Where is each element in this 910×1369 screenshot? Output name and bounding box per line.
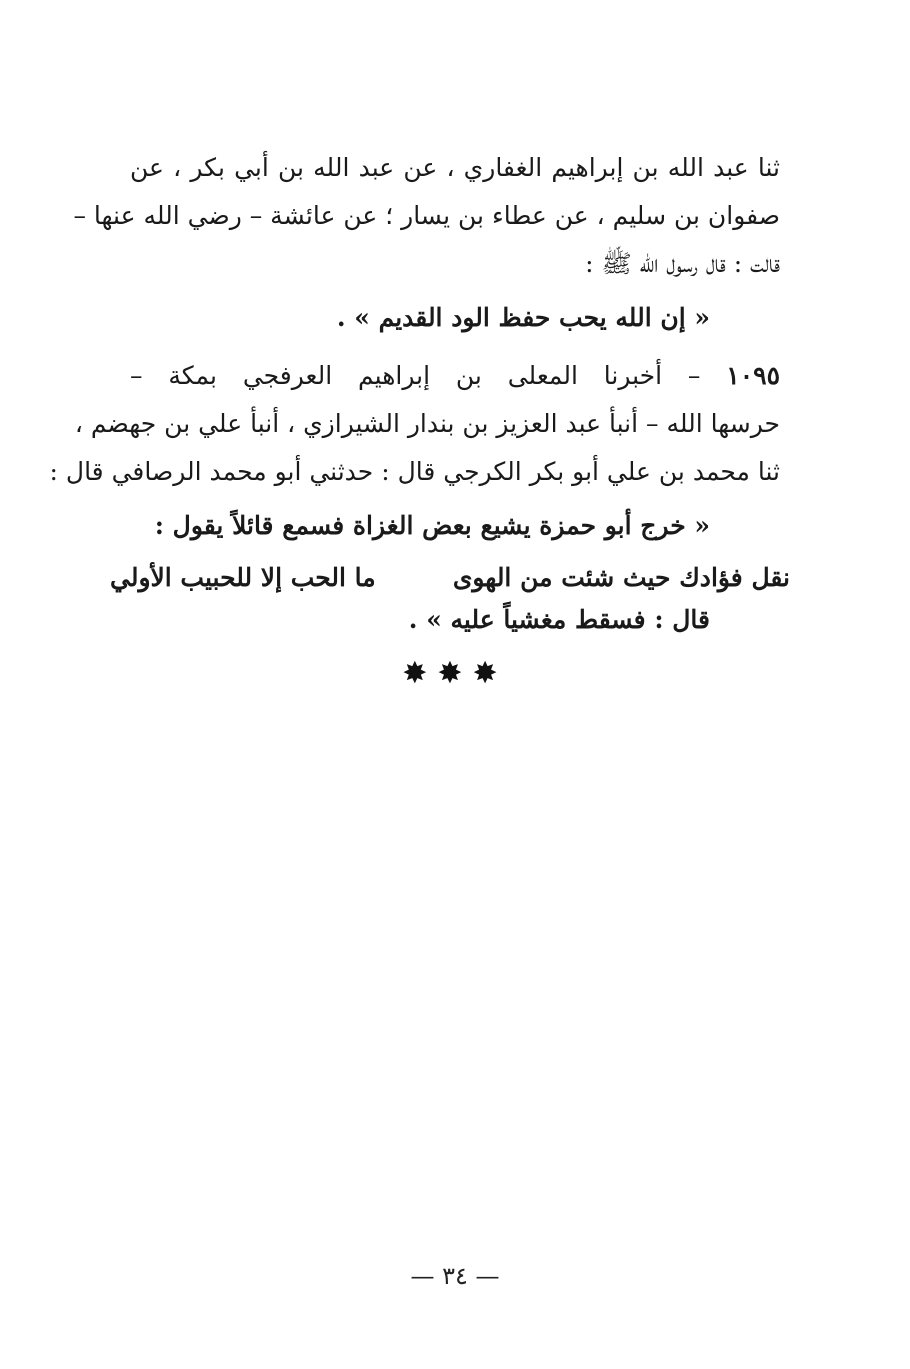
paragraph2-line1-text: – أخبرنا المعلى بن إبراهيم العرفجي بمكة –	[130, 361, 727, 390]
hadith-quote-2-intro: « خرج أبو حمزة يشيع بعض الغزاة فسمع قائلاً يقول :	[154, 511, 710, 540]
section-separator-stars: ✸✸✸	[402, 656, 508, 691]
verse-second-hemistich: ما الحب إلا للحبيب الأولي	[110, 563, 376, 592]
hadith-number: ١٠٩٥	[726, 361, 780, 390]
paragraph2-line1	[130, 356, 780, 396]
paragraph1-line2: صفوان بن سليم ، عن عطاء بن يسار ؛ عن عائشة – رضي الله عنها –	[73, 201, 780, 230]
verse-first-hemistich: نقل فؤادك حيث شئت من الهوى	[452, 563, 790, 592]
paragraph2-line2: حرسها الله – أنبأ عبد العزيز بن بندار الشيرازي ، أنبأ علي بن جهضم ،	[74, 409, 780, 438]
hadith-quote-2-ending: قال : فسقط مغشياً عليه » .	[408, 605, 710, 634]
paragraph1-line1: ثنا عبد الله بن إبراهيم الغفاري ، عن عبد الله بن أبي بكر ، عن	[130, 153, 780, 182]
page-number: — ٣٤ —	[410, 1262, 500, 1290]
poem-verse	[110, 558, 790, 602]
paragraph2-line3: ثنا محمد بن علي أبو بكر الكرجي قال : حدثني أبو محمد الرصافي قال :	[49, 457, 780, 486]
paragraph1-line3: قالت : قال رسول الله ﷺ :	[585, 249, 780, 278]
hadith-quote-1: « إن الله يحب حفظ الود القديم » .	[336, 303, 710, 332]
